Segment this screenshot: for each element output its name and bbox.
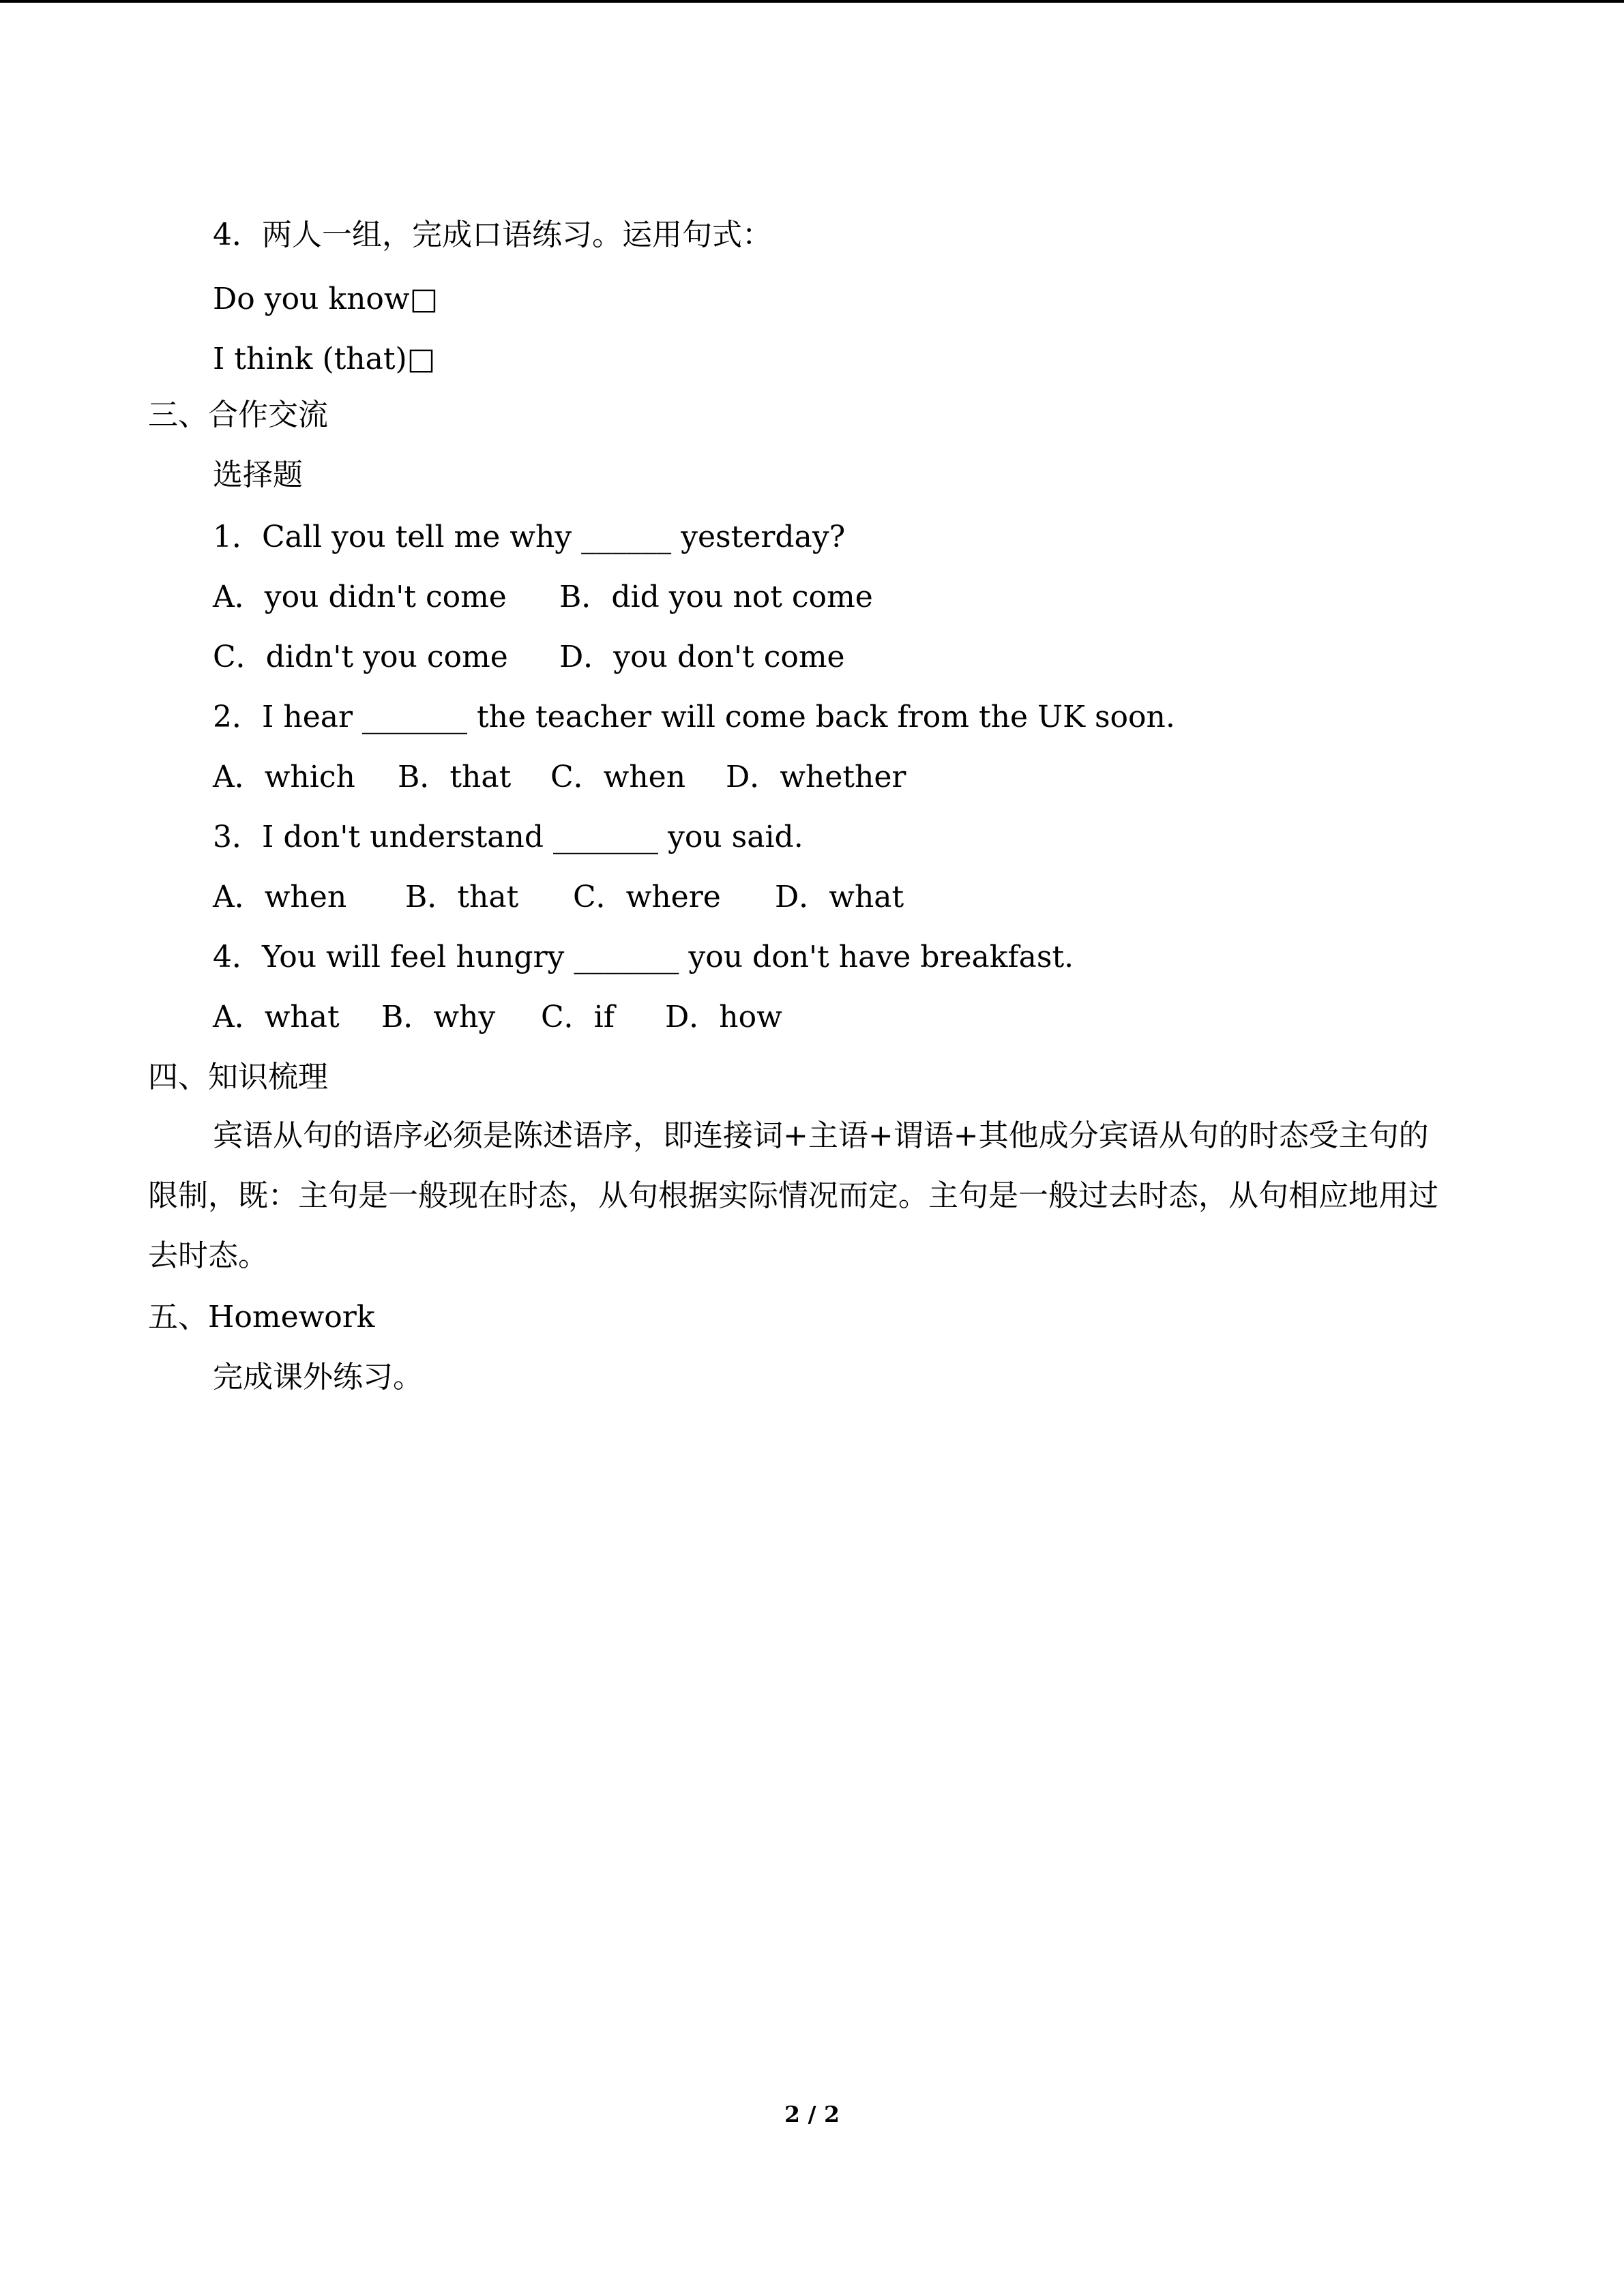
question-2-option-c: C．when [550,760,686,794]
question-4-option-c: C．if [541,1000,615,1034]
question-4-option-d: D．how [665,1000,782,1034]
sentence-pattern-1: Do you know□ [213,282,439,316]
section-4-heading: 四、知识梳理 [148,1060,328,1094]
question-2-stem: 2．I hear _______ the teacher will come back from the UK soon. [213,700,1175,734]
question-1-option-b: B．did you not come [559,580,873,614]
question-3-option-c: C．where [573,880,721,914]
section-3-subtitle: 选择题 [213,458,303,492]
page-number: 2 / 2 [784,2101,840,2128]
question-4-stem: 4．You will feel hungry _______ you don't have breakfast. [213,940,1074,974]
question-2-option-b: B．that [398,760,512,794]
question-4-option-b: B．why [381,1000,496,1034]
top-border-line [0,0,1624,3]
question-3-option-d: D．what [775,880,904,914]
section-5-heading: 五、Homework [148,1300,375,1335]
sentence-pattern-2: I think (that)□ [213,342,436,376]
question-3-stem: 3．I don't understand _______ you said. [213,820,803,854]
question-1-option-c: C．didn't you come [213,640,508,674]
section-4-paragraph: 宾语从句的语序必须是陈述语序，即连接词+主语+谓语+其他成分宾语从句的时态受主句的限制，既：主句是一般现在时态，从句根据实际情况而定。主句是一般过去时态，从句相应地用过去时态。 [148,1118,1438,1273]
question-2-option-d: D．whether [726,760,906,794]
question-3-option-b: B．that [405,880,519,914]
section-3-heading: 三、合作交流 [148,398,328,432]
item-4-oral-practice: 4．两人一组，完成口语练习。运用句式： [213,218,772,252]
question-1-option-d: D．you don't come [559,640,845,674]
question-4-option-a: A．what [213,1000,340,1034]
question-3-option-a: A．when [213,880,347,914]
section-5-body: 完成课外练习。 [213,1360,423,1395]
question-1-option-a: A．you didn't come [213,580,507,614]
question-1-stem: 1．Call you tell me why ______ yesterday? [213,520,846,554]
question-2-option-a: A．which [213,760,355,794]
